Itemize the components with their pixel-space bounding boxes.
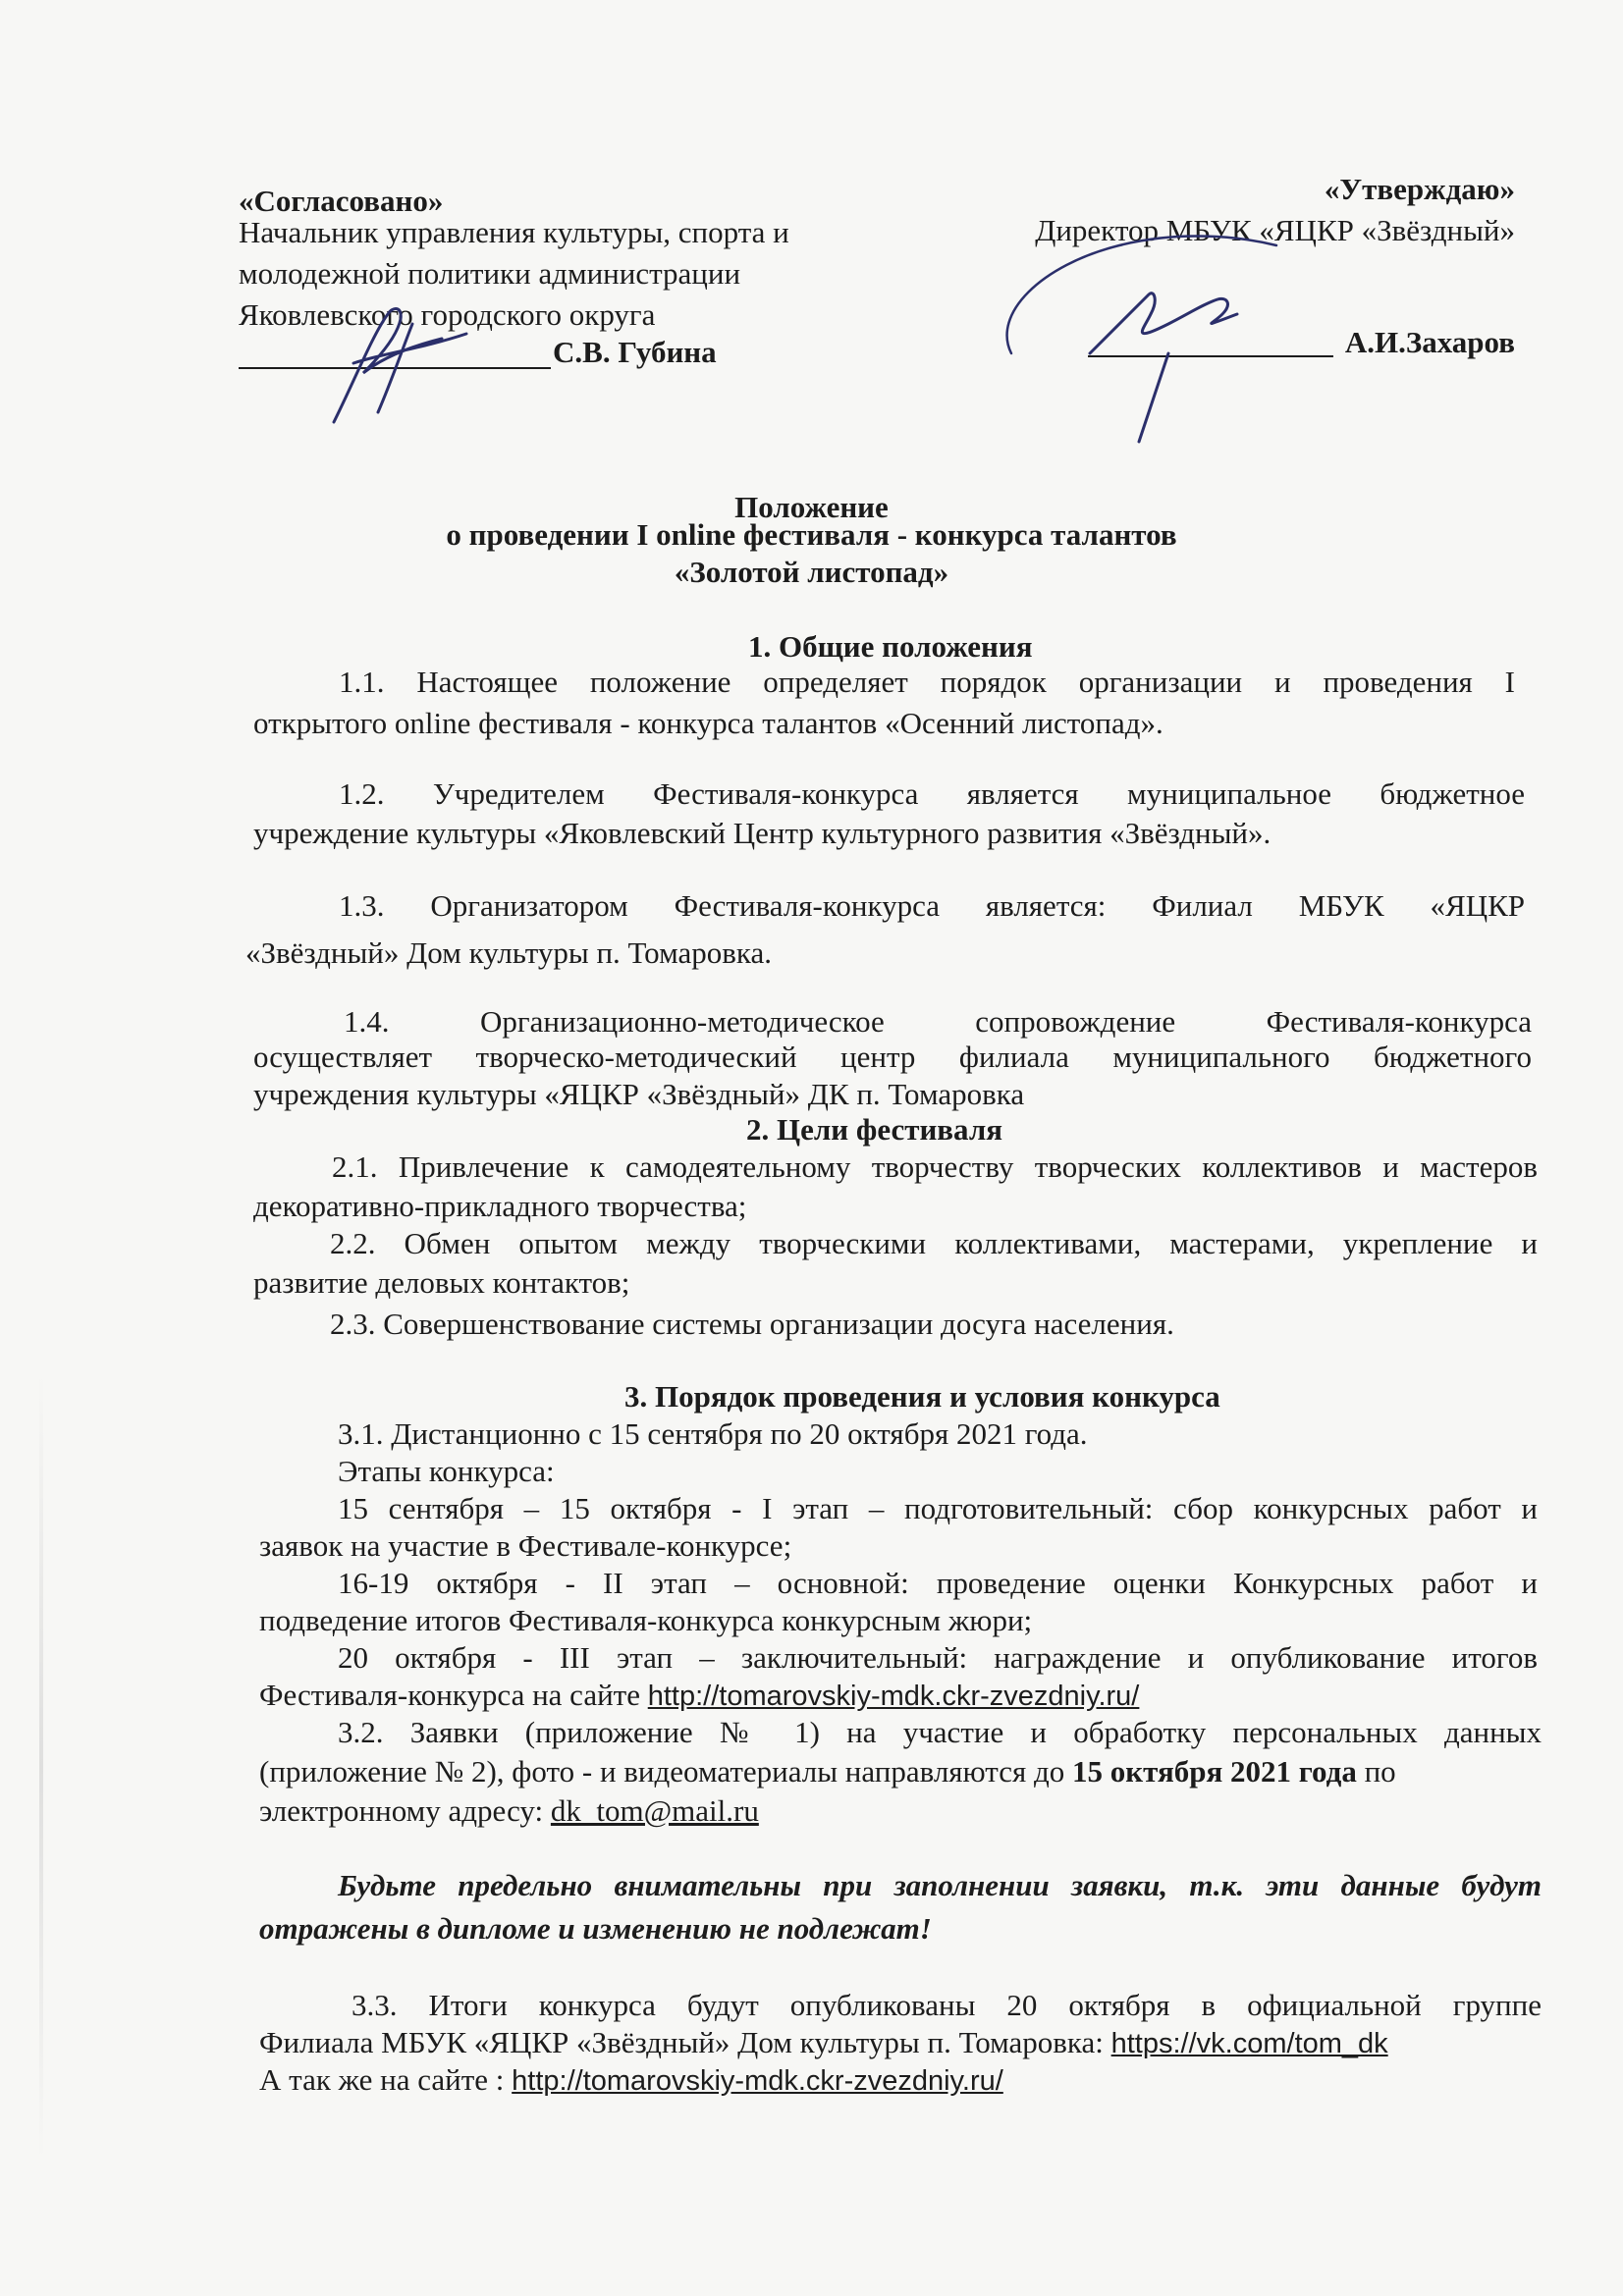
p3-2-line2 (259, 1753, 1396, 1789)
approval-left-line1: Начальник управления культуры, спорта и (239, 215, 789, 249)
approval-left-line3: Яковлевского городского округа (239, 297, 656, 332)
approval-left-title: «Согласовано» (239, 184, 444, 218)
p1-3-line2: «Звёздный» Дом культуры п. Томаровка. (245, 935, 772, 970)
p3-2-line3 (259, 1792, 759, 1829)
stage-1-line2: заявок на участие в Фестивале-конкурсе; (259, 1528, 792, 1563)
p2-1-line1: 2.1. Привлечение к самодеятельному творчеству творческих коллективов и мастеров (332, 1149, 1538, 1184)
p1-4-line2: осуществляет творческо-методический центр филиала муниципального бюджетного (253, 1040, 1532, 1074)
p3-3-line1: 3.3. Итоги конкурса будут опубликованы 20 октября в официальной группе (352, 1988, 1542, 2022)
p3-3-line3 (259, 2061, 1003, 2100)
stage-3-line1: 20 октября - III этап – заключительный: награждение и опубликование итогов (338, 1640, 1538, 1675)
p3-3-line2 (259, 2024, 1551, 2062)
approval-right-line1: Директор МБУК «ЯЦКР «Звёздный» (1035, 213, 1515, 247)
p1-2-line2: учреждение культуры «Яковлевский Центр культурного развития «Звёздный». (253, 816, 1271, 850)
p1-4-line1: 1.4. Организационно-методическое сопровождение Фестиваля-конкурса (344, 1004, 1532, 1039)
doc-title-line1: Положение (734, 490, 889, 524)
p2-2-line2: развитие деловых контактов; (253, 1265, 630, 1300)
p1-4-line3: учреждения культуры «ЯЦКР «Звёздный» ДК п. Томаровка (253, 1077, 1025, 1111)
p2-1-line2: декоративно-прикладного творчества; (253, 1189, 747, 1223)
p3-2-text-a: (приложение № 2), фото - и видеоматериалы направляются до (259, 1754, 1073, 1789)
section-3-heading: 3. Порядок проведения и условия конкурса (624, 1379, 1220, 1414)
p2-2-line1: 2.2. Обмен опытом между творческими коллективами, мастерами, укрепление и (330, 1226, 1538, 1260)
p3-1: 3.1. Дистанционно с 15 сентября по 20 октября 2021 года. (338, 1416, 1088, 1451)
signature-right-image (982, 206, 1316, 452)
doc-title-line3: «Золотой листопад» (674, 555, 949, 589)
p3-3-site-label: А так же на сайте : (259, 2062, 513, 2097)
email-label: электронному адресу: (259, 1793, 551, 1828)
p1-1-line2: открытого online фестиваля - конкурса талантов «Осенний листопад». (253, 706, 1163, 740)
stage-2-line1: 16-19 октября - II этап – основной: проведение оценки Конкурсных работ и (338, 1566, 1538, 1600)
approval-right-name: А.И.Захаров (1344, 325, 1515, 359)
signature-left-image (295, 294, 491, 432)
p1-1-line1: 1.1. Настоящее положение определяет порядок организации и проведения I (339, 665, 1515, 699)
approval-left-name: С.В. Губина (553, 335, 717, 369)
p3-2-text-c: по (1356, 1754, 1396, 1789)
section-2-heading: 2. Цели фестиваля (746, 1112, 1002, 1147)
p2-3: 2.3. Совершенствование системы организации досуга населения. (330, 1307, 1174, 1341)
stage-3-line2 (259, 1677, 1139, 1715)
stages-label: Этапы конкурса: (338, 1454, 555, 1488)
p3-3-text: Филиала МБУК «ЯЦКР «Звёздный» Дом культуры п. Томаровка: (259, 2025, 1111, 2059)
p1-2-line1: 1.2. Учредителем Фестиваля-конкурса является муниципальное бюджетное (339, 776, 1525, 811)
stage-2-line2: подведение итогов Фестиваля-конкурса конкурсным жюри; (259, 1603, 1033, 1637)
warning-line2: отражены в дипломе и изменению не подлежат! (259, 1911, 932, 1946)
warning-line1: Будьте предельно внимательны при заполнении заявки, т.к. эти данные будут (338, 1868, 1542, 1902)
p3-2-deadline: 15 октября 2021 года (1072, 1754, 1357, 1789)
doc-title-line2: о проведении I online фестиваля - конкурса талантов (446, 517, 1177, 552)
stage-1-line1: 15 сентября – 15 октября - I этап – подготовительный: сбор конкурсных работ и (338, 1491, 1538, 1525)
email-link[interactable]: dk_tom@mail.ru (550, 1793, 759, 1828)
site-link-2[interactable]: http://tomarovskiy-mdk.ckr-zvezdniy.ru/ (512, 2065, 1003, 2097)
approval-left-line2: молодежной политики администрации (239, 256, 741, 291)
site-link[interactable]: http://tomarovskiy-mdk.ckr-zvezdniy.ru/ (647, 1681, 1140, 1712)
p3-2-line1: 3.2. Заявки (приложение № 1) на участие и обработку персональных данных (338, 1715, 1542, 1749)
scan-shadow (39, 1374, 43, 2160)
p1-3-line1: 1.3. Организатором Фестиваля-конкурса является: Филиал МБУК «ЯЦКР (339, 888, 1525, 923)
vk-link[interactable]: https://vk.com/tom_dk (1110, 2028, 1388, 2059)
stage-3-text: Фестиваля-конкурса на сайте (259, 1678, 648, 1712)
section-1-heading: 1. Общие положения (748, 629, 1033, 664)
approval-right-title: «Утверждаю» (1324, 172, 1515, 206)
